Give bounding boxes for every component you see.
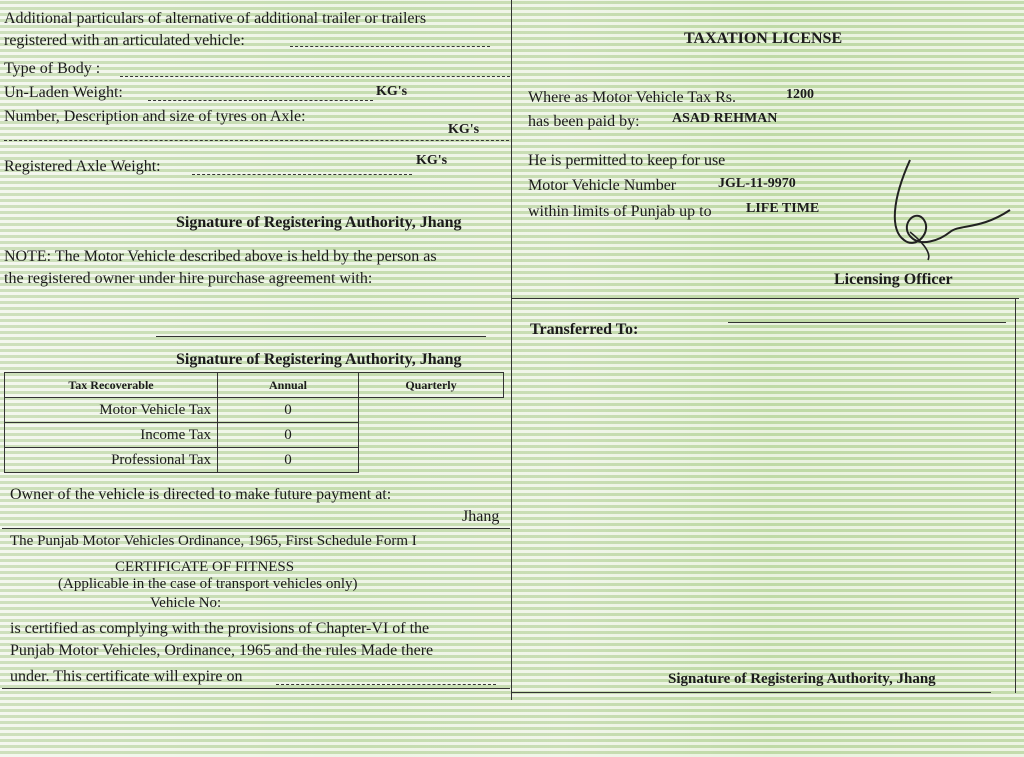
unladen-weight-unit: KG's: [376, 84, 408, 99]
right-section-divider: [511, 298, 1019, 299]
signature-line-2: [156, 336, 486, 337]
vehicle-number-label: Motor Vehicle Number: [528, 177, 677, 194]
vehicle-number-value: JGL-11-9970: [718, 176, 796, 191]
trailer-fill-line: [290, 46, 490, 47]
certificate-text-line2: Punjab Motor Vehicles, Ordinance, 1965 and the rules Made there: [10, 642, 434, 659]
bottom-border-right: [511, 692, 991, 693]
right-border: [1015, 298, 1016, 693]
tax-annual-cell: 0: [218, 398, 359, 423]
payment-place: Jhang: [462, 508, 500, 525]
tax-annual-cell: 0: [218, 448, 359, 473]
tax-quarterly-cell: [359, 423, 504, 448]
certificate-applicability: (Applicable in the case of transport vehicles only): [58, 576, 358, 592]
tax-amount: 1200: [786, 87, 814, 102]
tyres-label: Number, Description and size of tyres on Axle:: [4, 108, 306, 125]
registering-authority-signature-bottom: Signature of Registering Authority, Jhang: [668, 671, 936, 687]
tax-table-header-annual: Annual: [218, 373, 359, 398]
tyres-field[interactable]: [4, 140, 509, 141]
tax-recoverable-table: [4, 372, 504, 473]
table-row: [5, 398, 504, 423]
table-row: [5, 423, 504, 448]
tax-table-header-type: Tax Recoverable: [5, 373, 218, 398]
transferred-to-label: Transferred To:: [530, 321, 639, 338]
transferred-to-field[interactable]: [728, 322, 1006, 323]
certificate-text-line1: is certified as complying with the provisions of Chapter-VI of the: [10, 620, 430, 637]
taxation-license-title: TAXATION LICENSE: [684, 30, 843, 47]
licensing-officer-label: Licensing Officer: [834, 271, 953, 288]
axle-weight-unit: KG's: [416, 153, 448, 168]
ordinance-divider: [2, 528, 510, 529]
axle-weight-label: Registered Axle Weight:: [4, 158, 161, 175]
hire-purchase-note-line2: the registered owner under hire purchase agreement with:: [4, 270, 373, 287]
ordinance-form-title: The Punjab Motor Vehicles Ordinance, 1965, First Schedule Form I: [10, 533, 417, 549]
type-of-body-field[interactable]: [120, 76, 510, 77]
certificate-text-line3: under. This certificate will expire on: [10, 668, 243, 685]
registering-authority-signature-2: Signature of Registering Authority, Jhang: [176, 351, 462, 368]
expiry-date-field[interactable]: [276, 684, 496, 685]
tax-annual-cell: 0: [218, 423, 359, 448]
trailer-particulars-line2: registered with an articulated vehicle:: [4, 32, 245, 49]
tax-quarterly-cell: [359, 398, 504, 423]
licensing-officer-signature: [880, 140, 1020, 280]
registering-authority-signature-1: Signature of Registering Authority, Jhang: [176, 214, 462, 231]
center-divider: [511, 0, 512, 700]
tax-table-header-quarterly: Quarterly: [359, 373, 504, 398]
unladen-weight-field[interactable]: [148, 100, 373, 101]
vehicle-no-label: Vehicle No:: [150, 595, 222, 611]
paid-by-label: has been paid by:: [528, 113, 640, 130]
tax-paid-label: Where as Motor Vehicle Tax Rs.: [528, 89, 737, 106]
certificate-of-fitness-title: CERTIFICATE OF FITNESS: [115, 559, 295, 575]
permitted-text: He is permitted to keep for use: [528, 152, 726, 169]
paid-by-name: ASAD REHMAN: [672, 111, 778, 126]
axle-weight-field[interactable]: [192, 174, 412, 175]
type-of-body-label: Type of Body :: [4, 60, 101, 77]
bottom-border-left: [2, 688, 510, 689]
trailer-particulars-line1: Additional particulars of alternative of additional trailer or trailers: [4, 10, 427, 27]
validity-value: LIFE TIME: [746, 201, 820, 216]
within-limits-label: within limits of Punjab up to: [528, 203, 712, 220]
tax-type-cell: Professional Tax: [5, 448, 218, 473]
table-row: [5, 448, 504, 473]
unladen-weight-label: Un-Laden Weight:: [4, 84, 123, 101]
hire-purchase-note-line1: NOTE: The Motor Vehicle described above is held by the person as: [4, 248, 437, 265]
tax-quarterly-cell: [359, 448, 504, 473]
tax-type-cell: Income Tax: [5, 423, 218, 448]
tyres-unit: KG's: [448, 122, 480, 137]
owner-directed-text: Owner of the vehicle is directed to make future payment at:: [10, 486, 392, 503]
tax-type-cell: Motor Vehicle Tax: [5, 398, 218, 423]
